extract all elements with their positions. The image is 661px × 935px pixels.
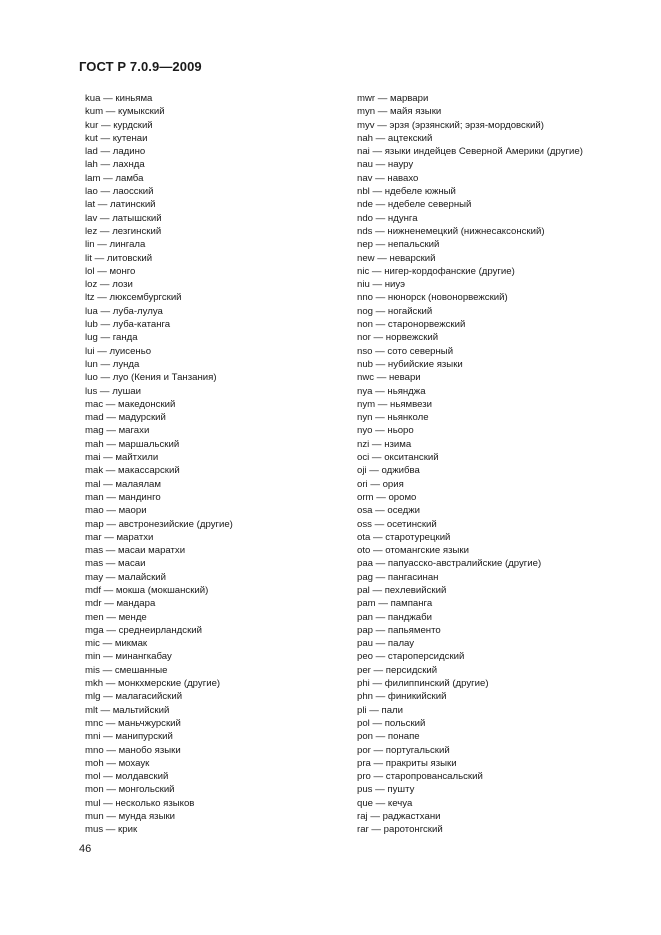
language-entry: ota — старотурецкий (357, 531, 451, 543)
language-entry: pus — пушту (357, 784, 415, 796)
language-entry: lin — лингала (85, 239, 146, 251)
language-entry: mao — маори (85, 505, 147, 517)
language-entry: ori — ория (357, 478, 404, 490)
language-entry: new — неварский (357, 252, 436, 264)
language-entry: myv — эрзя (эрзянский; эрзя-мордовский) (357, 119, 544, 131)
language-entry: nym — ньямвези (357, 398, 433, 410)
language-entry: orm — оромо (357, 491, 417, 503)
language-entry: ltz — люксембургский (85, 292, 182, 304)
language-entry: pag — пангасинан (357, 571, 439, 583)
language-entry: nep — непальский (357, 239, 440, 251)
language-entry: oji — оджибва (357, 465, 420, 477)
language-entry: nno — нюнорск (новонорвежский) (357, 292, 508, 304)
language-entry: mad — мадурский (85, 412, 166, 424)
language-entry: myn — майя языки (357, 106, 442, 118)
language-entry: mic — микмак (85, 638, 148, 650)
language-entry: map — австронезийские (другие) (85, 518, 233, 530)
language-entry: lah — лахнда (85, 159, 145, 171)
language-entry: mak — макассарский (85, 465, 180, 477)
language-entry: pam — пампанга (357, 598, 433, 610)
language-entry: mon — монгольский (85, 784, 175, 796)
language-entry: pap — папьяменто (357, 624, 441, 636)
language-entry: pra — пракриты языки (357, 757, 457, 769)
language-entry: pli — пали (357, 704, 404, 716)
language-entry: mga — среднеирландский (85, 624, 202, 636)
language-entry: nso — сото северный (357, 345, 454, 357)
language-entry: men — менде (85, 611, 147, 623)
language-entry: nde — ндебеле северный (357, 199, 472, 211)
language-entry: mwr — марвари (357, 93, 429, 104)
language-entry: man — мандинго (85, 491, 161, 503)
language-entry: nzi — нзима (357, 438, 412, 450)
language-entry: nub — нубийские языки (357, 358, 463, 370)
language-entry: nyo — ньоро (357, 425, 414, 437)
language-entry: nor — норвежский (357, 332, 439, 344)
language-entry: nau — науру (357, 159, 414, 171)
language-entry: nai — языки индейцев Северной Америки (другие) (357, 146, 583, 158)
language-entry: pal — пехлевийский (357, 584, 447, 596)
language-entry: mul — несколько языков (85, 797, 195, 809)
language-entry: nic — нигер-кордофанские (другие) (357, 265, 515, 277)
language-entry: peo — староперсидский (357, 651, 465, 663)
language-entry: non — старонорвежский (357, 319, 466, 331)
language-entry: oci — окситанский (357, 452, 439, 464)
language-entry: nyn — ньянколе (357, 412, 429, 424)
language-entry: mkh — монкхмерские (другие) (85, 678, 221, 690)
language-entry: pol — польский (357, 717, 426, 729)
language-entry: mlt — мальтийский (85, 704, 170, 716)
language-entry: lav — латышский (85, 212, 162, 224)
language-entry: pan — панджаби (357, 611, 432, 623)
language-entry: osa — оседжи (357, 505, 421, 517)
language-entry: lun — лунда (85, 358, 140, 370)
language-entry: nwc — невари (357, 372, 421, 384)
language-entry: niu — ниуэ (357, 279, 405, 291)
language-entry: may — малайский (85, 571, 166, 583)
language-entry: mol — молдавский (85, 771, 169, 783)
language-entry: loz — лози (85, 279, 133, 291)
language-entry: per — персидский (357, 664, 438, 676)
language-entry: mai — майтхили (85, 452, 159, 464)
language-entry: min — минангкабау (85, 651, 172, 663)
language-entry: pon — понапе (357, 731, 420, 743)
language-entry: paa — папуасско-австралийские (другие) (357, 558, 542, 570)
language-entry: mal — малаялам (85, 478, 161, 490)
language-entry: kum — кумыкский (85, 106, 165, 118)
language-entry: mas — масаи (85, 558, 146, 570)
language-entry: lat — латинский (85, 199, 156, 211)
language-entry: nah — ацтекский (357, 132, 433, 144)
language-entry: lez — лезгинский (85, 225, 162, 237)
language-entry: lua — луба-лулуа (85, 305, 163, 317)
language-entry: pro — старопровансальский (357, 771, 483, 783)
language-entry: mdr — мандара (85, 598, 156, 610)
language-entry: kua — киньяма (85, 93, 153, 104)
language-entry: raj — раджастхани (357, 811, 441, 823)
language-entry: nav — навахо (357, 172, 419, 184)
language-entry: mno — манобо языки (85, 744, 181, 756)
language-entry: mni — манипурский (85, 731, 173, 743)
language-entry: oto — отомангские языки (357, 545, 469, 557)
language-entry: lit — литовский (85, 252, 153, 264)
language-entry: lam — ламба (85, 172, 144, 184)
language-entry: mdf — мокша (мокшанский) (85, 584, 209, 596)
language-entry: lug — ганда (85, 332, 138, 344)
language-entry: mlg — малагасийский (85, 691, 183, 703)
language-entry: ndo — ндунга (357, 212, 418, 224)
language-entry: rar — раротонгский (357, 824, 443, 836)
language-entry: kut — кутенаи (85, 132, 148, 144)
language-entry: mah — маршальский (85, 438, 180, 450)
language-entry: lus — лушаи (85, 385, 141, 397)
language-entry: mag — магахи (85, 425, 150, 437)
language-entry: mis — смешанные (85, 664, 168, 676)
page-header: ГОСТ Р 7.0.9—2009 (79, 59, 202, 74)
language-entry: phn — финикийский (357, 691, 447, 703)
language-entry: mus — крик (85, 824, 138, 836)
language-entry: mas — масаи маратхи (85, 545, 186, 557)
language-entry: mun — мунда языки (85, 811, 176, 823)
language-entry: mnc — маньчжурский (85, 717, 181, 729)
language-entry: nog — ногайский (357, 305, 433, 317)
language-entry: nds — нижненемецкий (нижнесаксонский) (357, 225, 545, 237)
language-entry: lad — ладино (85, 146, 146, 158)
language-entry: kur — курдский (85, 119, 153, 131)
language-entry: lao — лаосский (85, 186, 154, 198)
language-entry: phi — филиппинский (другие) (357, 678, 489, 690)
language-entry: pau — палау (357, 638, 415, 650)
page-number: 46 (79, 843, 92, 855)
language-entry: mac — македонский (85, 398, 176, 410)
language-entry: nya — ньянджа (357, 385, 426, 397)
language-entry: que — кечуа (357, 797, 413, 809)
language-entry: lol — монго (85, 265, 136, 277)
language-list-right (357, 92, 647, 837)
language-entry: mar — маратхи (85, 531, 154, 543)
language-entry: lui — луисеньо (85, 345, 152, 357)
language-entry: por — португальский (357, 744, 450, 756)
language-entry: oss — осетинский (357, 518, 437, 530)
language-entry: nbl — ндебеле южный (357, 186, 456, 198)
language-list-left (85, 92, 335, 837)
language-entry: luo — луо (Кения и Танзания) (85, 372, 217, 384)
language-entry: moh — мохаук (85, 757, 150, 769)
language-entry: lub — луба-катанга (85, 319, 171, 331)
